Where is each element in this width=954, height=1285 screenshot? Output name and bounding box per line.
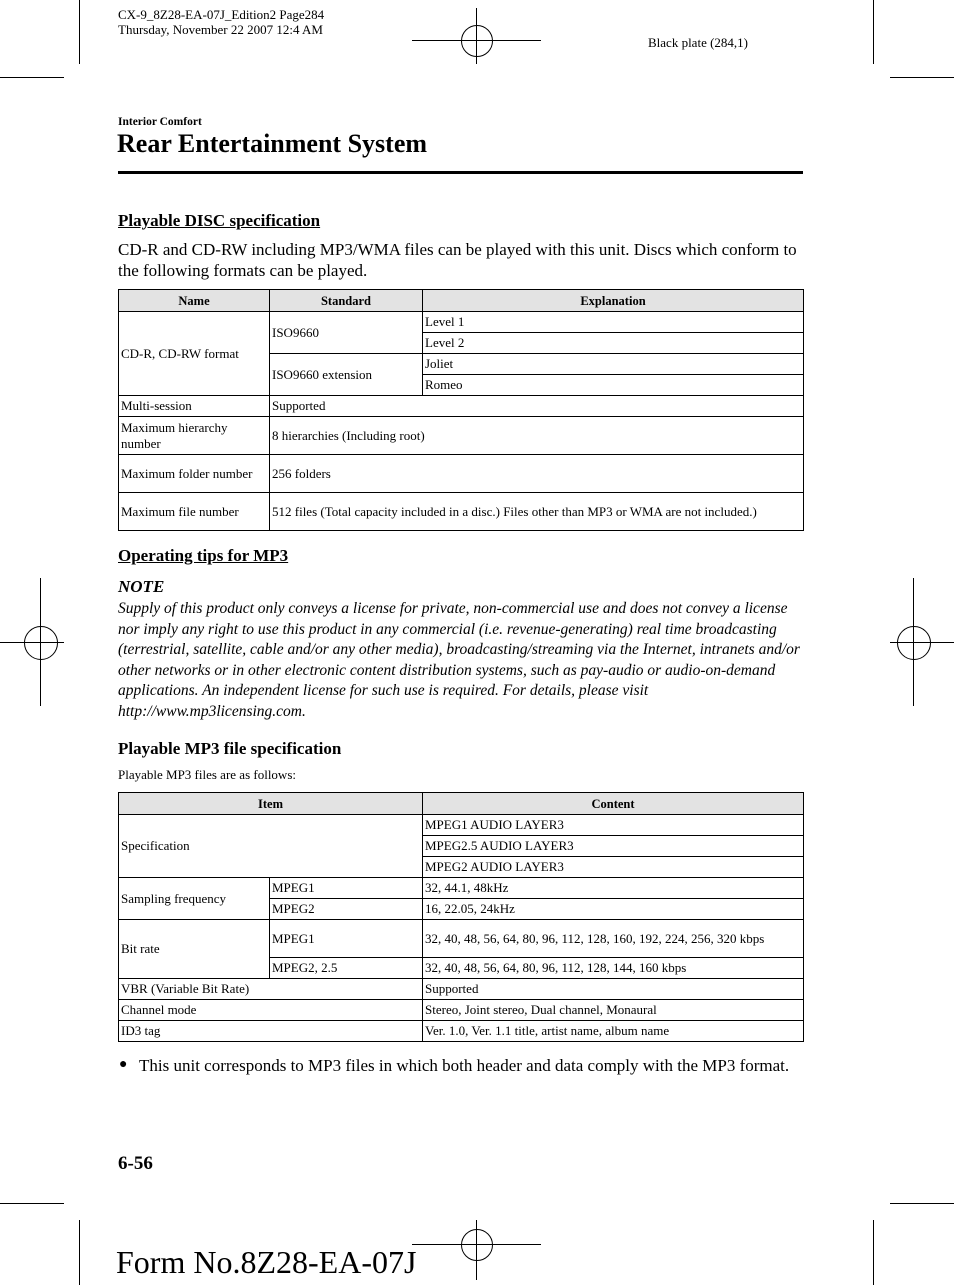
crop-mark-top-left-v (79, 0, 80, 64)
disc-spec-table (118, 289, 804, 531)
crop-mark-bottom-right-v (873, 1220, 874, 1285)
bullet-icon: ● (119, 1057, 128, 1072)
table-row (119, 920, 804, 958)
table-row (119, 815, 804, 836)
table-row (119, 979, 804, 1000)
print-file-line: CX-9_8Z28-EA-07J_Edition2 Page284 (118, 7, 325, 22)
cell-row-name: Maximum file number (119, 493, 270, 531)
cell-row-name: VBR (Variable Bit Rate) (119, 979, 423, 1000)
cell-row-name: Channel mode (119, 1000, 423, 1021)
cell-layer: MPEG1 AUDIO LAYER3 (423, 815, 804, 836)
cell-value: 16, 22.05, 24kHz (423, 899, 804, 920)
cell-row-value: 256 folders (270, 455, 804, 493)
cell-row-name: Maximum folder number (119, 455, 270, 493)
table-row (119, 396, 804, 417)
cell-row-value: 512 files (Total capacity included in a disc.) Files other than MP3 or WMA are not included.) (270, 493, 804, 531)
header-content: Content (423, 793, 804, 815)
section-label: Interior Comfort (118, 116, 202, 128)
cell-row-value: 8 hierarchies (Including root) (270, 417, 804, 455)
table-row (119, 455, 804, 493)
title-rule (118, 171, 803, 174)
bullet-text: This unit corresponds to MP3 files in which both header and data comply with the MP3 format. (139, 1056, 790, 1075)
cell-format-name: CD-R, CD-RW format (119, 312, 270, 396)
cell-row-name: Multi-session (119, 396, 270, 417)
table-header-row (119, 290, 804, 312)
header-explanation: Explanation (423, 290, 804, 312)
crop-mark-bottom-right-h (890, 1203, 954, 1204)
crop-mark-top-right-h (890, 77, 954, 78)
table-row (119, 878, 804, 899)
cell-iso-ext: ISO9660 extension (270, 354, 423, 396)
cell-row-name: Maximum hierarchy number (119, 417, 270, 455)
page-title: Rear Entertainment System (117, 129, 428, 158)
form-number: Form No.8Z28-EA-07J (116, 1244, 417, 1280)
table-row (119, 1000, 804, 1021)
table-row (119, 417, 804, 455)
tips-heading: Operating tips for MP3 (118, 546, 289, 565)
cell-std: MPEG1 (270, 920, 423, 958)
cell-level2: Level 2 (423, 333, 804, 354)
cell-iso9660: ISO9660 (270, 312, 423, 354)
cell-specification: Specification (119, 815, 423, 878)
cell-std: MPEG2 (270, 899, 423, 920)
cell-joliet: Joliet (423, 354, 804, 375)
table-row (119, 312, 804, 333)
mp3-spec-table (118, 792, 804, 1042)
cell-value: 32, 44.1, 48kHz (423, 878, 804, 899)
print-date-line: Thursday, November 22 2007 12:4 AM (118, 22, 323, 37)
header-item: Item (119, 793, 423, 815)
crop-mark-top-right-v (873, 0, 874, 64)
cell-value: 32, 40, 48, 56, 64, 80, 96, 112, 128, 144, 160 kbps (423, 958, 804, 979)
cell-std: MPEG1 (270, 878, 423, 899)
cell-layer: MPEG2 AUDIO LAYER3 (423, 857, 804, 878)
cell-row-value: Ver. 1.0, Ver. 1.1 title, artist name, album name (423, 1021, 804, 1042)
note-text: Supply of this product only conveys a license for private, non-commercial use and does not convey a license nor imply any right to use this product in any commercial (i.e. revenue-generating) real time broadcasting (terrestrial, satellite, cable and/or any other media), broadcasting/streaming via the Internet, intranets and/or other networks or in other electronic content distribution systems, such as pay-audio or audio-on-demand applications. An independent license for such use is required. For details, please visit http://www.mp3licensing.com. (118, 600, 800, 720)
header-standard: Standard (270, 290, 423, 312)
cell-sampling: Sampling frequency (119, 878, 270, 920)
crop-mark-bottom-left-v (79, 1220, 80, 1285)
mp3-spec-intro: Playable MP3 files are as follows: (118, 767, 296, 782)
page-number: 6-56 (118, 1153, 153, 1174)
cell-romeo: Romeo (423, 375, 804, 396)
disc-spec-intro: CD-R and CD-RW including MP3/WMA files can be played with this unit. Discs which conform to the following formats can be played. (118, 240, 797, 280)
table-row (119, 1021, 804, 1042)
black-plate-label: Black plate (284,1) (648, 35, 748, 50)
cell-layer: MPEG2.5 AUDIO LAYER3 (423, 836, 804, 857)
cell-level1: Level 1 (423, 312, 804, 333)
mp3-spec-heading: Playable MP3 file specification (118, 739, 342, 758)
cell-row-value: Supported (423, 979, 804, 1000)
cell-bitrate: Bit rate (119, 920, 270, 979)
header-name: Name (119, 290, 270, 312)
cell-row-name: ID3 tag (119, 1021, 423, 1042)
table-header-row (119, 793, 804, 815)
disc-spec-heading: Playable DISC specification (118, 211, 321, 230)
crop-mark-top-left-h (0, 77, 64, 78)
crop-mark-bottom-left-h (0, 1203, 64, 1204)
table-row (119, 493, 804, 531)
print-header (118, 7, 324, 37)
cell-value: 32, 40, 48, 56, 64, 80, 96, 112, 128, 160, 192, 224, 256, 320 kbps (423, 920, 804, 958)
cell-row-value: Stereo, Joint stereo, Dual channel, Monaural (423, 1000, 804, 1021)
cell-std: MPEG2, 2.5 (270, 958, 423, 979)
note-title: NOTE (118, 577, 165, 596)
cell-row-value: Supported (270, 396, 804, 417)
